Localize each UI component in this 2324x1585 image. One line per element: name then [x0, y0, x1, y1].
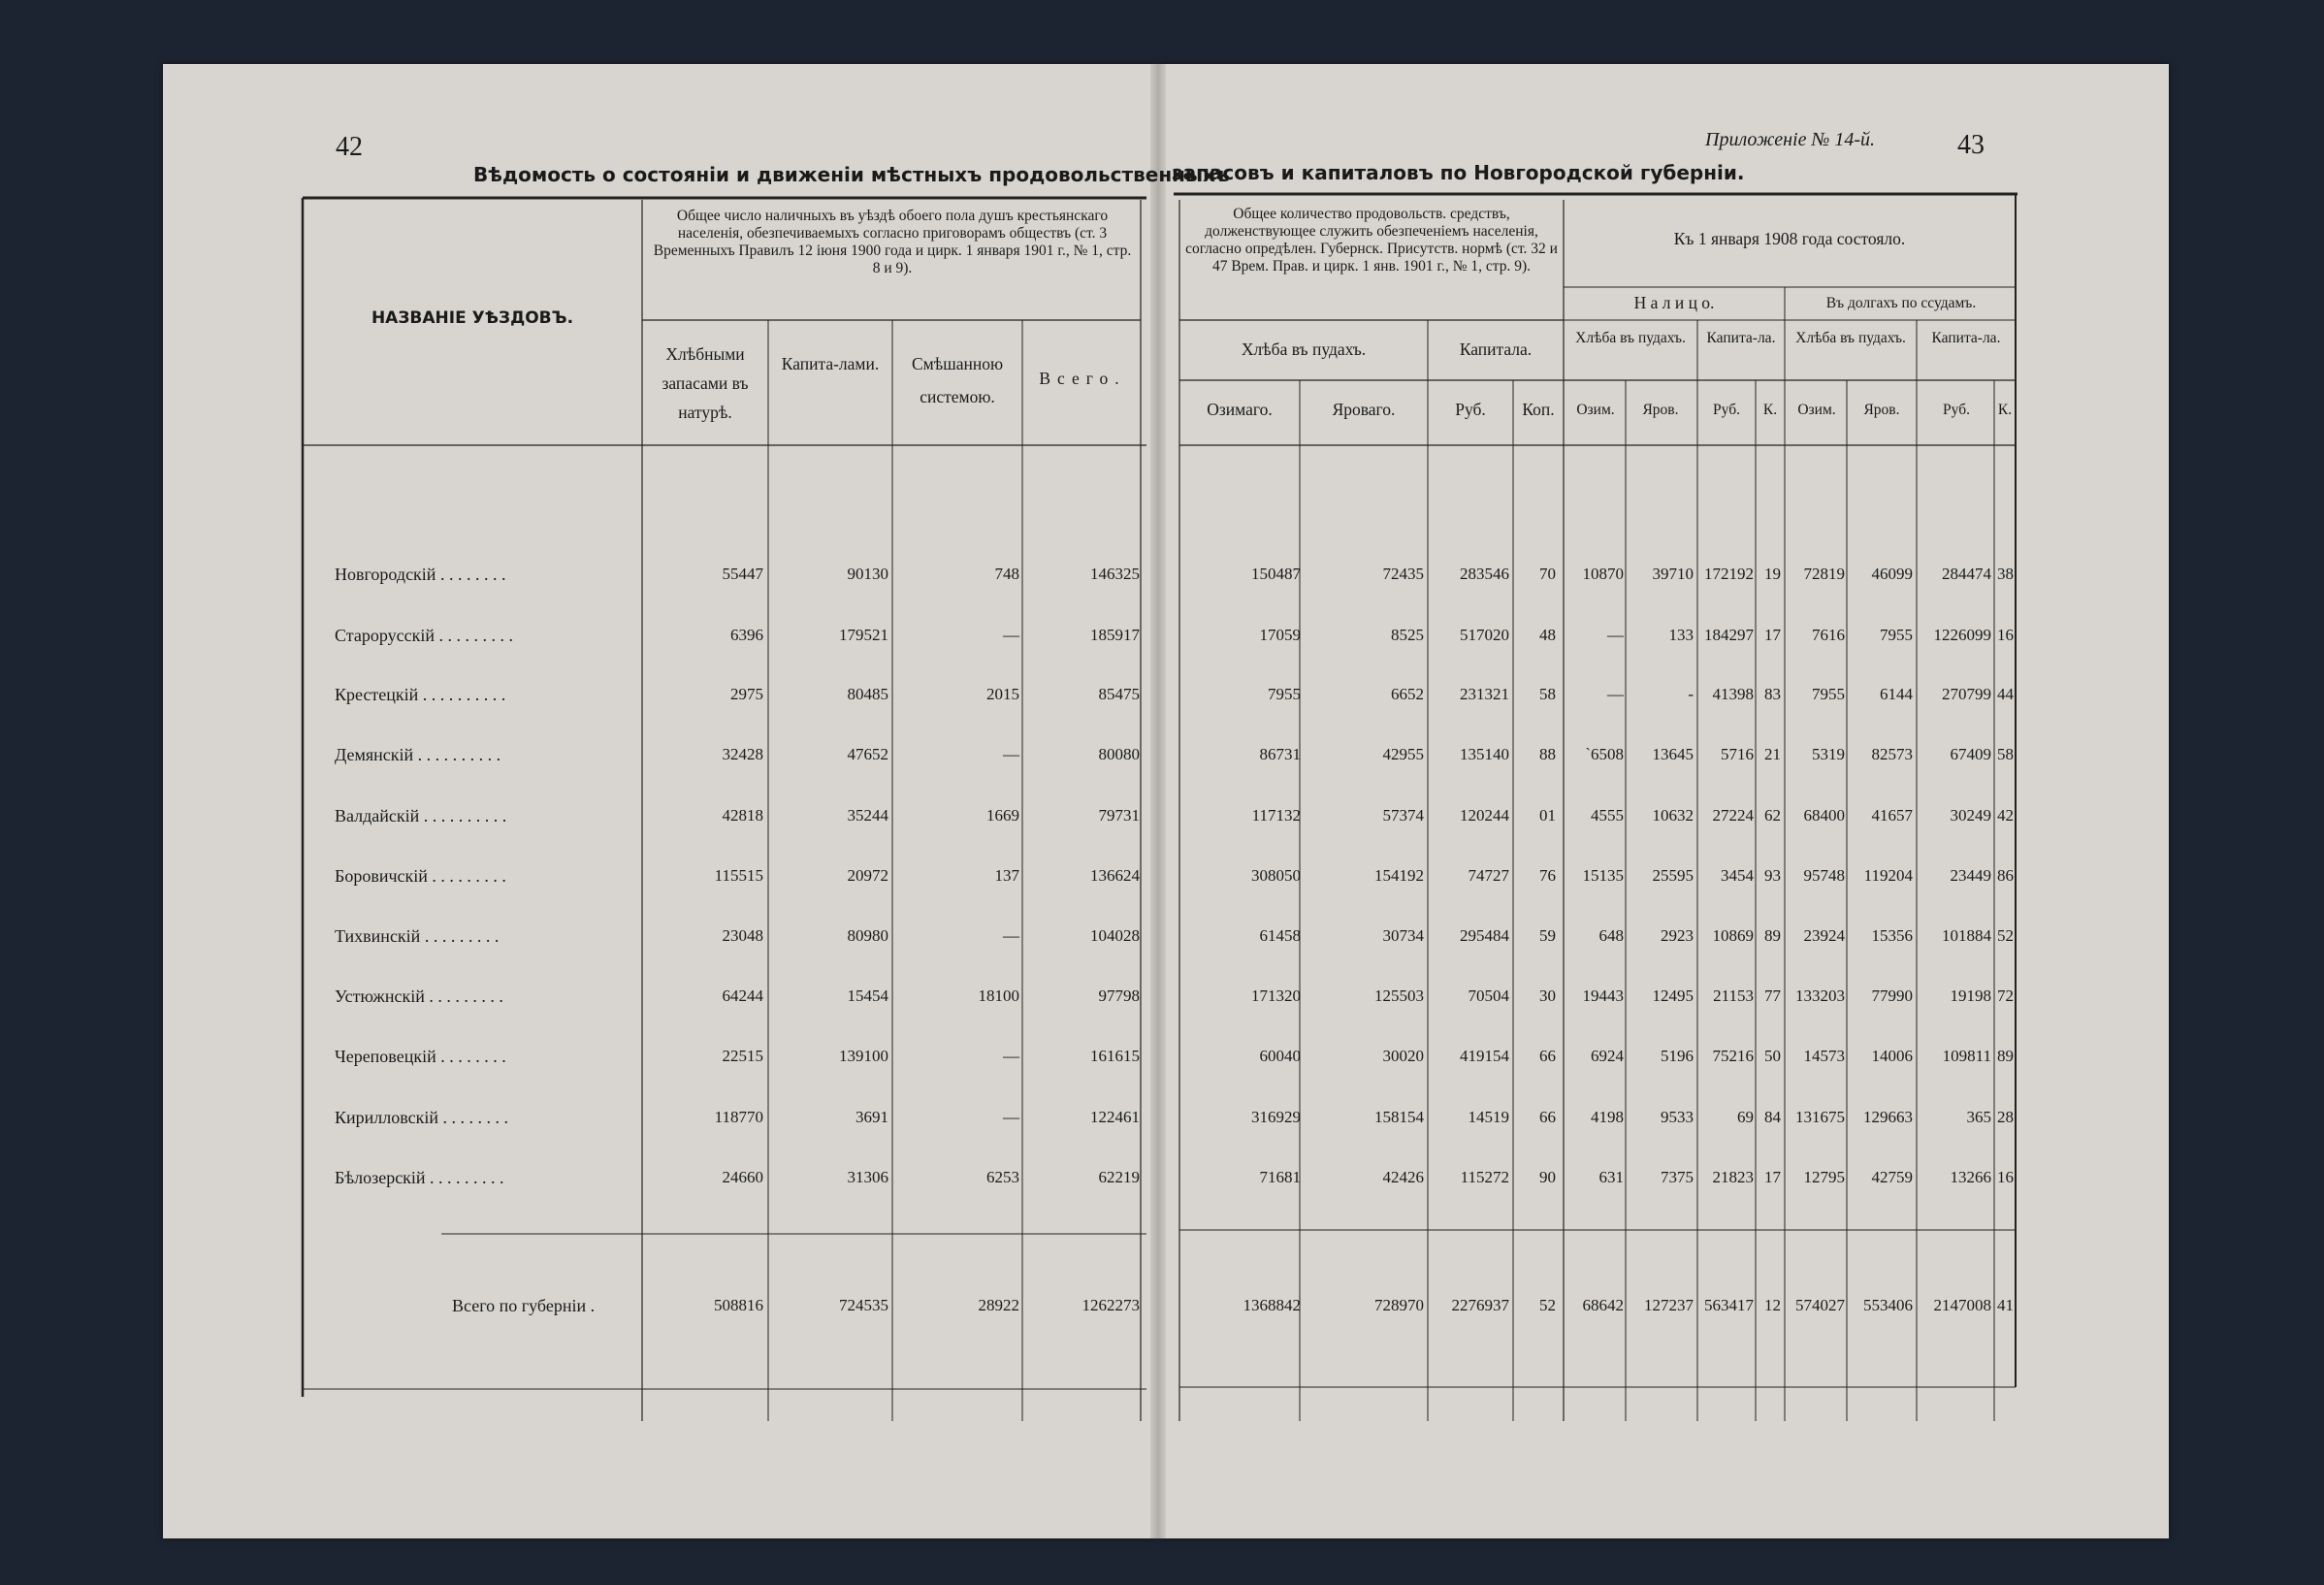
table-cell: 5196 — [1661, 1047, 1694, 1065]
table-cell: 30249 — [1950, 806, 1991, 825]
table-cell: 90130 — [847, 565, 888, 583]
table-cell: 58 — [1539, 685, 1556, 703]
table-cell: 14519 — [1468, 1108, 1509, 1126]
table-cell: — — [1003, 926, 1019, 945]
table-cell: 89 — [1764, 926, 1781, 945]
table-cell: 68400 — [1803, 806, 1845, 825]
table-cell: — — [1607, 685, 1624, 703]
table-cell: 24660 — [722, 1168, 763, 1186]
table-cell: 88 — [1539, 745, 1556, 763]
table-cell: 23449 — [1950, 866, 1991, 885]
total-cell: 41 — [1997, 1296, 2014, 1314]
table-cell: 135140 — [1460, 745, 1509, 763]
table-cell: 6924 — [1591, 1047, 1624, 1065]
total-cell: 724535 — [839, 1296, 888, 1314]
g2-winter-header: Озимаго. — [1207, 400, 1273, 419]
table-cell: 10632 — [1652, 806, 1694, 825]
g3-debts-capital-header: Капита-ла. — [1931, 330, 2001, 346]
table-cell: 109811 — [1942, 1047, 1991, 1065]
table-cell: 85475 — [1098, 685, 1140, 703]
district-name: Кирилловскій . . . . . . . . — [335, 1108, 508, 1127]
table-cell: 120244 — [1460, 806, 1509, 825]
table-cell: 137 — [994, 866, 1019, 885]
table-cell: 7955 — [1880, 626, 1913, 644]
table-cell: 117132 — [1251, 806, 1301, 825]
table-cell: 125503 — [1374, 987, 1424, 1005]
group1-header: Общее число наличныхъ въ уѣздѣ обоего пола душъ крестьянскаго населенія, обезпечиваемыхъ согласно приговорамъ обществъ (ст. 3 Временныхъ Правилъ 12 іюня 1900 года и цирк. 1 января 1901 г., № 1, стр. 8 и 9). — [653, 208, 1132, 276]
table-cell: 62 — [1764, 806, 1781, 825]
table-cell: 3691 — [855, 1108, 888, 1126]
table-cell: 231321 — [1460, 685, 1509, 703]
table-cell: 517020 — [1460, 626, 1509, 644]
table-cell: 84 — [1764, 1108, 1781, 1126]
table-cell: 648 — [1598, 926, 1624, 945]
table-cell: 2923 — [1661, 926, 1694, 945]
district-name: Новгородскій . . . . . . . . — [335, 565, 506, 584]
table-cell: 93 — [1764, 866, 1781, 885]
table-cell: 1226099 — [1933, 626, 1991, 644]
table-cell: 171320 — [1251, 987, 1301, 1005]
table-cell: 7955 — [1812, 685, 1845, 703]
title-left: Вѣдомость о состояніи и движеніи мѣстныхъ продовольственныхъ — [473, 163, 1230, 186]
total-cell: 1262273 — [1081, 1296, 1140, 1314]
g3-debts-grain-header: Хлѣба въ пудахъ. — [1795, 330, 1906, 346]
table-cell: 82573 — [1871, 745, 1913, 763]
table-cell: 41657 — [1871, 806, 1913, 825]
table-cell: 21153 — [1713, 987, 1754, 1005]
table-cell: 44 — [1997, 685, 2014, 703]
table-cell: 61458 — [1259, 926, 1301, 945]
g3-onhand-k: К. — [1762, 402, 1778, 418]
table-cell: 115515 — [714, 866, 763, 885]
g3-onhand-header: Н а л и ц о. — [1633, 293, 1715, 312]
table-cell: 30734 — [1382, 926, 1424, 945]
table-cell: 80485 — [847, 685, 888, 703]
table-cell: 42 — [1997, 806, 2014, 825]
col-capitals: Капита-лами. — [781, 354, 880, 373]
table-cell: 46099 — [1871, 565, 1913, 583]
table-cell: 10870 — [1582, 565, 1624, 583]
table-cell: 42955 — [1382, 745, 1424, 763]
district-name: Тихвинскій . . . . . . . . . — [335, 926, 500, 946]
table-cell: 6253 — [986, 1168, 1019, 1186]
table-cell: 23048 — [722, 926, 763, 945]
table-cell: 133203 — [1795, 987, 1845, 1005]
g3-onhand-grain-header: Хлѣба въ пудахъ. — [1575, 330, 1686, 346]
table-cell: 48 — [1539, 626, 1556, 644]
table-cell: 19443 — [1582, 987, 1624, 1005]
table-cell: 16 — [1997, 1168, 2014, 1186]
table-cell: 38 — [1997, 565, 2014, 583]
district-name: Старорусскій . . . . . . . . . — [335, 626, 513, 645]
g3-onhand-spring: Яров. — [1642, 402, 1679, 418]
table-cell: 31306 — [847, 1168, 888, 1186]
total-cell: 52 — [1539, 1296, 1556, 1314]
table-cell: 16 — [1997, 626, 2014, 644]
table-cell: 184297 — [1704, 626, 1754, 644]
total-cell: 563417 — [1704, 1296, 1754, 1314]
table-cell: 66 — [1539, 1108, 1556, 1126]
table-cell: 122461 — [1090, 1108, 1140, 1126]
table-cell: 60040 — [1259, 1047, 1301, 1065]
total-cell: 127237 — [1644, 1296, 1694, 1314]
table-cell: 7955 — [1268, 685, 1301, 703]
g2-kop-header: Коп. — [1522, 400, 1555, 419]
district-name: Крестецкій . . . . . . . . . . — [335, 685, 506, 704]
g3-onhand-rub: Руб. — [1713, 402, 1740, 418]
table-cell: 80080 — [1098, 745, 1140, 763]
col-grain-stocks: Хлѣбными запасами въ натурѣ. — [662, 344, 749, 422]
g2-capital-header: Капитала. — [1459, 340, 1533, 359]
table-cell: 5319 — [1812, 745, 1845, 763]
g3-debts-rub: Руб. — [1943, 402, 1970, 418]
table-cell: 21823 — [1712, 1168, 1754, 1186]
table-cell: 21 — [1764, 745, 1781, 763]
table-cell: 71681 — [1259, 1168, 1301, 1186]
table-cell: 115272 — [1460, 1168, 1509, 1186]
table-cell: 66 — [1539, 1047, 1556, 1065]
table-cell: 4198 — [1591, 1108, 1624, 1126]
total-cell: 68642 — [1582, 1296, 1624, 1314]
table-cell: 133 — [1668, 626, 1694, 644]
table-cell: 17059 — [1259, 626, 1301, 644]
table-cell: 154192 — [1374, 866, 1424, 885]
table-cell: 365 — [1966, 1108, 1991, 1126]
table-cell: 69 — [1737, 1108, 1754, 1126]
table-cell: 18100 — [978, 987, 1019, 1005]
table-cell: 25595 — [1652, 866, 1694, 885]
table-cell: 80980 — [847, 926, 888, 945]
table-cell: 748 — [994, 565, 1019, 583]
table-cell: 129663 — [1863, 1108, 1913, 1126]
g2-grain-header: Хлѣба въ пудахъ. — [1241, 340, 1367, 359]
table-cell: 631 — [1598, 1168, 1624, 1186]
total-cell: 12 — [1764, 1296, 1781, 1314]
table-cell: 2015 — [986, 685, 1019, 703]
table-cell: 28 — [1997, 1108, 2014, 1126]
table-cell: 95748 — [1803, 866, 1845, 885]
table-cell: 23924 — [1803, 926, 1845, 945]
col-total: Всего. — [1039, 369, 1126, 388]
table-cell: 30020 — [1382, 1047, 1424, 1065]
table-cell: 146325 — [1090, 565, 1140, 583]
table-cell: 01 — [1539, 806, 1556, 825]
total-cell: 1368842 — [1243, 1296, 1301, 1314]
district-name: Валдайскій . . . . . . . . . . — [335, 806, 507, 825]
table-cell: 39710 — [1652, 565, 1694, 583]
table-cell: 67409 — [1950, 745, 1991, 763]
table-cell: 5716 — [1721, 745, 1754, 763]
table-cell: 118770 — [714, 1108, 763, 1126]
table-cell: 86731 — [1259, 745, 1301, 763]
g3-debts-spring: Яров. — [1863, 402, 1900, 418]
table-cell: 58 — [1997, 745, 2014, 763]
table-cell: 79731 — [1098, 806, 1140, 825]
table-cell: 316929 — [1251, 1108, 1301, 1126]
table-cell: — — [1003, 745, 1019, 763]
table-cell: 70504 — [1468, 987, 1509, 1005]
table-cell: 50 — [1764, 1047, 1781, 1065]
table-cell: 9533 — [1661, 1108, 1694, 1126]
table-cell: 12795 — [1803, 1168, 1845, 1186]
table-cell: 12495 — [1652, 987, 1694, 1005]
table-cell: 72819 — [1803, 565, 1845, 583]
table-cell: 90 — [1539, 1168, 1556, 1186]
table-cell: 3454 — [1721, 866, 1754, 885]
g3-debts-header: Въ долгахъ по ссудамъ. — [1825, 295, 1977, 311]
total-row-label: Всего по губерніи . — [452, 1296, 596, 1315]
page-number-left: 42 — [336, 132, 363, 162]
table-cell: 4555 — [1591, 806, 1624, 825]
table-cell: 27224 — [1712, 806, 1754, 825]
table-cell: 22515 — [722, 1047, 763, 1065]
table-cell: 101884 — [1942, 926, 1991, 945]
col-mixed: Смѣшанною системою. — [911, 354, 1004, 406]
g2-rub-header: Руб. — [1455, 400, 1486, 419]
table-cell: 86 — [1997, 866, 2014, 885]
total-cell: 574027 — [1795, 1296, 1845, 1314]
table-cell: 419154 — [1460, 1047, 1509, 1065]
table-cell: 185917 — [1090, 626, 1140, 644]
table-cell: 1669 — [986, 806, 1019, 825]
g3-onhand-capital-header: Капита-ла. — [1706, 330, 1776, 346]
table-cell: 8525 — [1391, 626, 1424, 644]
table-cell: 15454 — [847, 987, 888, 1005]
table-cell: 119204 — [1863, 866, 1913, 885]
table-cell: 19198 — [1950, 987, 1991, 1005]
table-cell: 64244 — [722, 987, 763, 1005]
total-cell: 508816 — [714, 1296, 763, 1314]
table-cell: 2975 — [730, 685, 763, 703]
table-cell: 75216 — [1712, 1047, 1754, 1065]
table-cell: 179521 — [839, 626, 888, 644]
table-cell: 308050 — [1251, 866, 1301, 885]
g3-debts-winter: Озим. — [1797, 402, 1836, 418]
table-cell: 15135 — [1582, 866, 1624, 885]
table-cell: 77 — [1764, 987, 1781, 1005]
district-name: Боровичскій . . . . . . . . . — [335, 866, 506, 886]
total-cell: 728970 — [1374, 1296, 1424, 1314]
district-name: Бѣлозерскій . . . . . . . . . — [335, 1168, 504, 1187]
g3-onhand-winter: Озим. — [1576, 402, 1615, 418]
table-cell: 57374 — [1382, 806, 1424, 825]
table-cell: 97798 — [1098, 987, 1140, 1005]
table-cell: 19 — [1764, 565, 1781, 583]
table-cell: 83 — [1764, 685, 1781, 703]
table-cell: 70 — [1539, 565, 1556, 583]
table-cell: 136624 — [1090, 866, 1140, 885]
table-cell: 6144 — [1880, 685, 1913, 703]
table-cell: 62219 — [1098, 1168, 1140, 1186]
table-cell: 295484 — [1460, 926, 1509, 945]
title-right: запасовъ и капиталовъ по Новгородской губерніи. — [1172, 161, 1745, 184]
table-cell: 14573 — [1803, 1047, 1845, 1065]
table-cell: 59 — [1539, 926, 1556, 945]
table-cell: 6652 — [1391, 685, 1424, 703]
table-cell: 89 — [1997, 1047, 2014, 1065]
total-cell: 2147008 — [1933, 1296, 1991, 1314]
table-cell: — — [1003, 626, 1019, 644]
table-cell: 42759 — [1871, 1168, 1913, 1186]
annex-label: Приложеніе № 14-й. — [1705, 129, 1875, 150]
total-cell: 553406 — [1863, 1296, 1913, 1314]
table-cell: 270799 — [1942, 685, 1991, 703]
table-cell: 7375 — [1661, 1168, 1694, 1186]
table-cell: 30 — [1539, 987, 1556, 1005]
group2-header: Общее количество продовольств. средствъ, долженствующее служить обезпеченіемъ населенія, согласно опредѣлен. Губернск. Присутств. нормѣ (ст. 32 и 47 Врем. Прав. и цирк. 1 янв. 1901 г., № 1, стр. 9). — [1185, 206, 1558, 275]
table-cell: — — [1003, 1047, 1019, 1065]
table-cell: 72435 — [1382, 565, 1424, 583]
table-cell: 161615 — [1090, 1047, 1140, 1065]
table-cell: 7616 — [1812, 626, 1845, 644]
table-cell: 17 — [1764, 626, 1781, 644]
table-cell: 13645 — [1652, 745, 1694, 763]
table-cell: — — [1607, 626, 1624, 644]
table-cell: 17 — [1764, 1168, 1781, 1186]
group3-header: Къ 1 января 1908 года состояло. — [1673, 229, 1906, 248]
table-cell: 42426 — [1382, 1168, 1424, 1186]
table-cell: 10869 — [1712, 926, 1754, 945]
g2-spring-header: Яроваго. — [1332, 400, 1396, 419]
table-cell: 32428 — [722, 745, 763, 763]
table-cell: 72 — [1997, 987, 2014, 1005]
district-name: Череповецкій . . . . . . . . — [335, 1047, 506, 1066]
table-cell: 74727 — [1468, 866, 1509, 885]
table-cell: 77990 — [1871, 987, 1913, 1005]
district-name: Устюжнскій . . . . . . . . . — [335, 987, 503, 1006]
table-cell: 55447 — [722, 565, 763, 583]
total-cell: 2276937 — [1451, 1296, 1509, 1314]
total-cell: 28922 — [978, 1296, 1019, 1314]
table-cell: 284474 — [1942, 565, 1991, 583]
district-name: Демянскій . . . . . . . . . . — [335, 745, 501, 764]
table-cell: 283546 — [1460, 565, 1509, 583]
g3-debts-k: К. — [1997, 402, 2013, 418]
table-cell: 52 — [1997, 926, 2014, 945]
table-cell: 150487 — [1251, 565, 1301, 583]
table-cell: 158154 — [1374, 1108, 1424, 1126]
table-cell: 20972 — [847, 866, 888, 885]
table-cell: 47652 — [847, 745, 888, 763]
table-cell: 14006 — [1871, 1047, 1913, 1065]
table-cell: 76 — [1539, 866, 1556, 885]
table-cell: 42818 — [722, 806, 763, 825]
table-cell: - — [1688, 685, 1694, 703]
table-cell: 6396 — [730, 626, 763, 644]
table-cell: 13266 — [1950, 1168, 1991, 1186]
table-cell: 139100 — [839, 1047, 888, 1065]
table-cell: 131675 — [1795, 1108, 1845, 1126]
table-cell: `6508 — [1585, 745, 1624, 763]
table-cell: 104028 — [1090, 926, 1140, 945]
table-cell: 35244 — [847, 806, 888, 825]
table-cell: — — [1003, 1108, 1019, 1126]
table-cell: 172192 — [1704, 565, 1754, 583]
district-header: НАЗВАНІЕ УѢЗДОВЪ. — [371, 308, 574, 328]
table-cell: 15356 — [1871, 926, 1913, 945]
table-cell: 41398 — [1712, 685, 1754, 703]
page-number-right: 43 — [1957, 130, 1985, 160]
